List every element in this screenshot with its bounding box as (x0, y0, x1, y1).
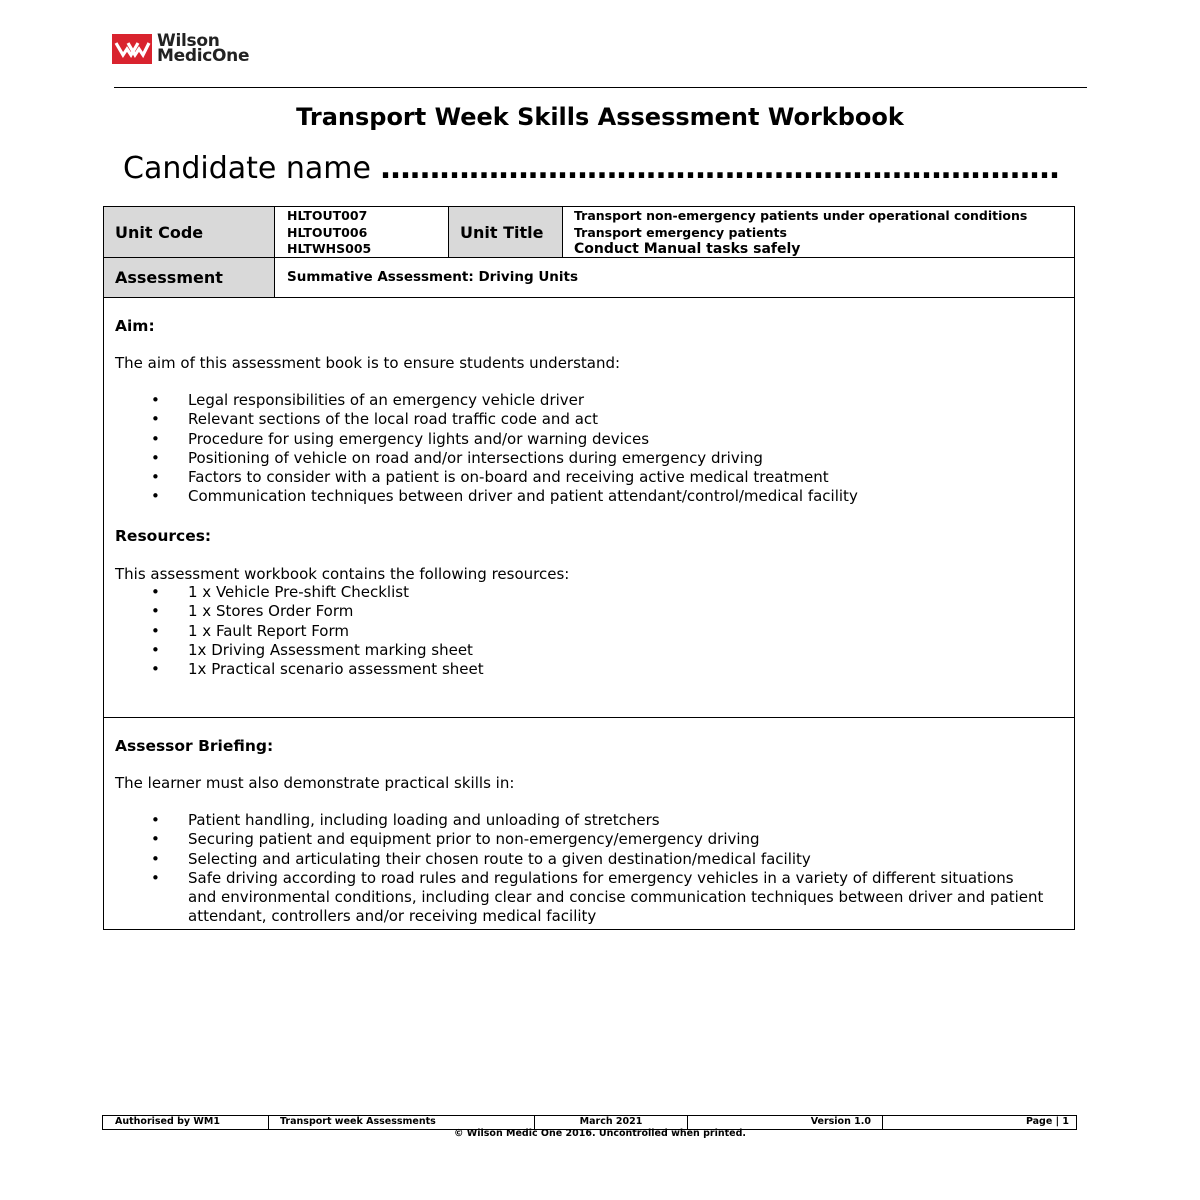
unit-title-label: Unit Title (460, 222, 544, 242)
resources-heading: Resources: (115, 527, 212, 545)
unit-codes-cell (287, 208, 447, 258)
unit-title-1: Transport non-emergency patients under operational conditions (574, 208, 1028, 223)
table-divider (104, 297, 1074, 298)
list-item: • Patient handling, including loading and unloading of stretchers (115, 811, 1060, 830)
list-item: • 1 x Vehicle Pre-shift Checklist (115, 583, 569, 602)
company-logo (112, 31, 250, 66)
briefing-list (115, 811, 1060, 927)
table-divider (562, 207, 563, 257)
aim-section (115, 317, 858, 507)
unit-code-1: HLTOUT007 (287, 208, 368, 223)
footer-doc-name: Transport week Assessments (269, 1116, 535, 1129)
briefing-intro: The learner must also demonstrate practical skills in: (115, 774, 515, 792)
logo-line-2: MedicOne (157, 46, 250, 66)
candidate-name-label: Candidate name (123, 151, 371, 186)
candidate-name-line (123, 151, 1059, 186)
resources-intro: This assessment workbook contains the following resources: (115, 565, 570, 583)
unit-title-2: Transport emergency patients (574, 224, 787, 240)
list-item: • Communication techniques between driver and patient attendant/control/medical facility (115, 487, 858, 506)
footer-version: Version 1.0 (688, 1116, 883, 1129)
footer-page-number: Page | 1 (1025, 1116, 1069, 1127)
list-item: • Securing patient and equipment prior to non-emergency/emergency driving (115, 830, 1060, 849)
list-item: • Relevant sections of the local road traffic code and act (115, 410, 858, 429)
list-item: • Procedure for using emergency lights and/or warning devices (115, 430, 858, 449)
list-item: • Factors to consider with a patient is on-board and receiving active medical treatment (115, 468, 858, 487)
table-divider (104, 257, 1074, 258)
briefing-heading: Assessor Briefing: (115, 737, 274, 755)
header-divider (114, 87, 1087, 88)
unit-title-label-cell (449, 207, 562, 257)
list-item: • Safe driving according to road rules and regulations for emergency vehicles in a variety of different situations and environmental conditions, including clear and concise communication techniques between driver and patient attendant, controllers and/or receiving medical facility (115, 869, 1060, 927)
table-divider (274, 207, 275, 297)
table-divider (448, 207, 449, 257)
assessment-label-cell (104, 258, 274, 297)
unit-code-2: HLTOUT006 (287, 224, 368, 240)
list-item: • 1x Practical scenario assessment sheet (115, 660, 569, 679)
assessment-table (103, 206, 1075, 930)
logo-line-1: Wilson (157, 31, 220, 51)
unit-titles-cell (574, 208, 1069, 258)
list-item: • 1 x Fault Report Form (115, 622, 569, 641)
logo-text (157, 31, 250, 66)
aim-heading: Aim: (115, 317, 155, 335)
assessment-label: Assessment (115, 268, 223, 287)
document-title: Transport Week Skills Assessment Workbook (296, 103, 904, 131)
aim-intro: The aim of this assessment book is to ensure students understand: (115, 354, 621, 372)
unit-title-3: Conduct Manual tasks safely (574, 241, 801, 257)
unit-code-3: HLTWHS005 (287, 241, 372, 256)
resources-section (115, 527, 569, 679)
footer-date: March 2021 (535, 1116, 688, 1129)
list-item: • Legal responsibilities of an emergency vehicle driver (115, 391, 858, 410)
list-item: • 1 x Stores Order Form (115, 602, 569, 621)
unit-code-label-cell (104, 207, 274, 257)
footer-copyright: © Wilson Medic One 2016. Uncontrolled when printed. (453, 1128, 747, 1139)
assessment-value: Summative Assessment: Driving Units (287, 269, 579, 285)
resources-list (115, 583, 569, 679)
unit-code-label: Unit Code (115, 222, 204, 242)
briefing-section (115, 737, 1060, 927)
list-item: • 1x Driving Assessment marking sheet (115, 641, 569, 660)
footer-authorised: Authorised by WM1 (103, 1116, 269, 1129)
list-item: • Positioning of vehicle on road and/or intersections during emergency driving (115, 449, 858, 468)
list-item: • Selecting and articulating their chosen route to a given destination/medical facility (115, 850, 1060, 869)
aim-list (115, 391, 858, 507)
logo-mark-icon (112, 34, 152, 64)
table-divider (104, 717, 1074, 718)
candidate-name-blank: …………………………………………………………… (380, 151, 1060, 186)
